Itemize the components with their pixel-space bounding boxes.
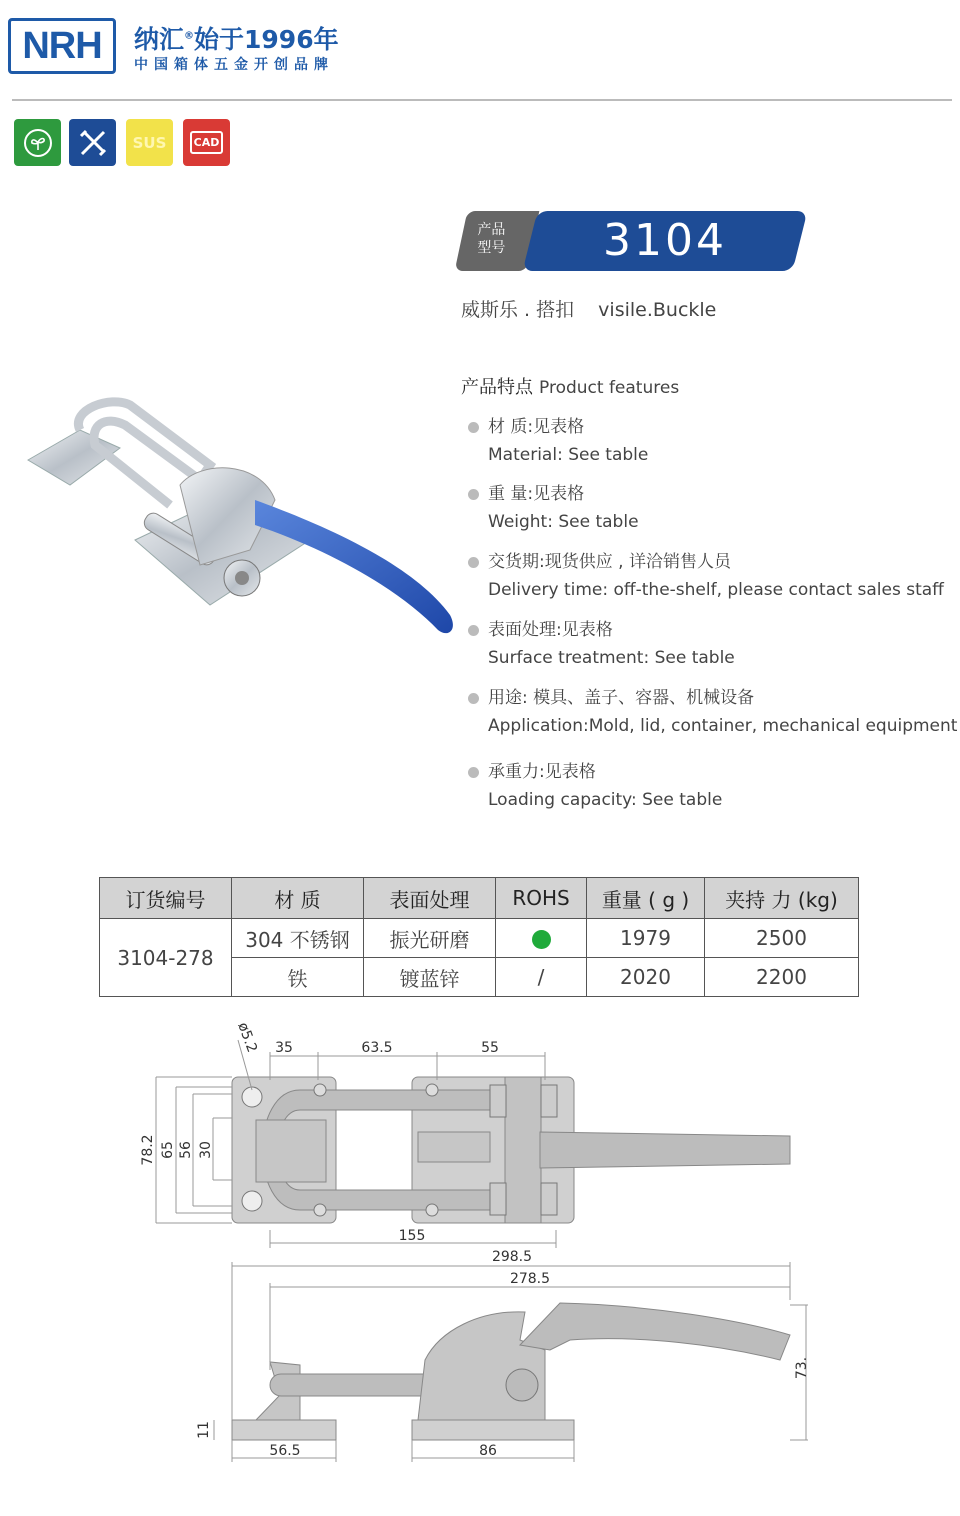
nrh-logo: NRH [8, 18, 116, 74]
technical-drawing [0, 1010, 960, 1510]
feature-cn: 交货期:现货供应 , 详洽销售人员 [488, 552, 731, 572]
sus-icon: SUS [126, 119, 173, 166]
dim-65: 65 [160, 1141, 176, 1159]
dim-298-5: 298.5 [491, 1249, 533, 1265]
dim-56: 56 [178, 1141, 194, 1159]
table-header-row [100, 878, 859, 919]
rohs-compliant-icon [532, 930, 551, 949]
dim-63-5: 63.5 [361, 1040, 393, 1056]
feature-en: Application:Mold, lid, container, mechanical equipment [488, 716, 958, 736]
table-row [100, 919, 859, 958]
dim-155: 155 [398, 1228, 426, 1244]
cell-material: 铁 [232, 958, 364, 997]
dim-78-2: 78.2 [140, 1134, 156, 1166]
model-tag-label: 产品 型号 [477, 222, 506, 256]
model-number: 3104 [603, 215, 727, 266]
feature-en: Surface treatment: See table [488, 648, 735, 668]
feature-cn: 用途: 模具、盖子、容器、机械设备 [488, 688, 755, 708]
feature-cn: 重 量:见表格 [488, 484, 585, 504]
bullet-icon [468, 767, 479, 778]
brand-name: 纳汇 [134, 25, 185, 54]
dim-11: 11 [196, 1421, 212, 1439]
feature-cn: 材 质:见表格 [488, 417, 585, 437]
brand-since: 始于1996年 [194, 25, 339, 54]
bullet-icon [468, 422, 479, 433]
col-order-no: 订货编号 [100, 878, 232, 919]
dim-86: 86 [479, 1443, 497, 1459]
dim-73: 73. [794, 1356, 810, 1380]
eco-leaf-icon [14, 119, 61, 166]
feature-en: Weight: See table [488, 512, 639, 532]
features-title-en: Product features [539, 378, 680, 398]
cell-order-no: 3104-278 [100, 919, 232, 997]
feature-en: Delivery time: off-the-shelf, please contact sales staff [488, 580, 944, 600]
bullet-icon [468, 489, 479, 500]
dim-278-5: 278.5 [509, 1271, 551, 1287]
cell-surface: 镀蓝锌 [364, 958, 496, 997]
feature-cn: 承重力:见表格 [488, 762, 596, 782]
product-name-en: visile.Buckle [598, 299, 717, 321]
tools-icon [69, 119, 116, 166]
product-name [461, 295, 716, 322]
dim-55: 55 [481, 1040, 499, 1056]
cell-material: 304 不锈钢 [232, 919, 364, 958]
dim-hole: ø5.2 [234, 1020, 260, 1055]
col-material: 材 质 [232, 878, 364, 919]
col-weight: 重量 ( g ) [587, 878, 705, 919]
cad-icon [183, 119, 230, 166]
product-name-cn: 威斯乐 . 搭扣 [461, 299, 575, 321]
features-title-cn: 产品特点 [461, 377, 533, 398]
cad-label: CAD [190, 131, 224, 154]
feature-item [468, 547, 944, 600]
feature-item [468, 615, 735, 668]
brand-title: 纳汇®始于1996年 [134, 25, 339, 54]
dim-30: 30 [198, 1141, 214, 1159]
col-force: 夹持 力 (kg) [705, 878, 859, 919]
feature-item [468, 683, 957, 736]
bullet-icon [468, 693, 479, 704]
feature-item [468, 412, 648, 465]
feature-item [468, 757, 722, 810]
dim-56-5: 56.5 [269, 1443, 301, 1459]
product-photo [10, 390, 460, 650]
feature-item [468, 479, 639, 532]
feature-en: Loading capacity: See table [488, 790, 723, 810]
cell-rohs: / [496, 958, 587, 997]
brand-slogan: 中国箱体五金开创品牌 [134, 57, 334, 73]
cell-rohs [496, 919, 587, 958]
features-title [461, 373, 679, 399]
cell-force: 2500 [705, 919, 859, 958]
feature-cn: 表面处理:见表格 [488, 620, 613, 640]
cell-weight: 1979 [587, 919, 705, 958]
bullet-icon [468, 625, 479, 636]
feature-en: Material: See table [488, 445, 649, 465]
cell-force: 2200 [705, 958, 859, 997]
header-divider [12, 99, 952, 101]
spec-table [99, 877, 859, 997]
bullet-icon [468, 557, 479, 568]
dim-35: 35 [275, 1040, 293, 1056]
col-surface: 表面处理 [364, 878, 496, 919]
cell-weight: 2020 [587, 958, 705, 997]
col-rohs: ROHS [496, 878, 587, 919]
cell-surface: 振光研磨 [364, 919, 496, 958]
